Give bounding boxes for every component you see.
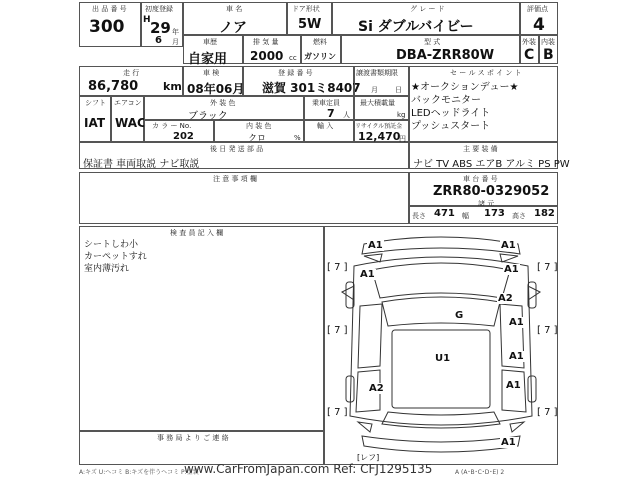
load-label: 最大積載量 <box>360 99 395 107</box>
damage-mark-rear-bumper: A1 <box>501 437 516 448</box>
first-reg-year: 29 <box>150 19 171 37</box>
first-reg-month-unit: 月 <box>172 38 179 46</box>
watermark: www.CarFromJapan.com Ref: CFJ1295135 <box>184 462 433 476</box>
fuel-value: ガソリン <box>304 52 336 61</box>
capacity-value: 7 <box>327 107 335 120</box>
aircon-label: エアコン <box>114 99 142 107</box>
doors-label: ドア形状 <box>292 5 320 13</box>
displacement-label: 排 気 量 <box>253 38 279 46</box>
auction-no-label: 出 品 番 号 <box>92 5 127 13</box>
equipment-value: ナビ TV ABS エアB アルミ PS PW <box>413 159 570 170</box>
damage-mark-quarter-right: A1 <box>506 380 521 391</box>
office-label: 事 務 局 よ り ご 連 絡 <box>157 434 229 442</box>
transfer-deadline-day: 日 <box>395 86 402 94</box>
chassis-label: 車 台 番 号 <box>463 175 498 183</box>
shift-value: IAT <box>84 116 106 130</box>
inspection-value: 08年06月 <box>187 82 245 96</box>
capacity-unit: 人 <box>343 111 350 119</box>
dim-height-value: 182 <box>534 208 555 219</box>
dim-width-label: 幅 <box>462 212 469 220</box>
interior-color-value: クロ <box>248 134 267 144</box>
inspector-note-3: 室内薄汚れ <box>84 264 130 274</box>
glass-bracket-right-bottom: [ 7 ] <box>537 407 558 418</box>
damage-mark-front-right: A1 <box>501 240 516 251</box>
accessories-label: 後 日 発 送 部 品 <box>210 145 264 153</box>
damage-mark-windshield: G <box>455 310 464 321</box>
interior-grade-label: 内装 <box>541 38 555 46</box>
recycle-value: 12,470 <box>358 130 401 143</box>
damage-mark-fender-left: A1 <box>360 269 375 280</box>
damage-mark-roof: U1 <box>435 353 451 364</box>
damage-mark-door-right-rear: A1 <box>509 351 524 362</box>
glass-bracket-right-mid: [ 7 ] <box>537 325 558 336</box>
dim-width-value: 173 <box>484 208 505 219</box>
registration-value: 滋賀 301ミ8407 <box>262 81 361 95</box>
sales-points-label: セ ー ル ス ポ イ ン ト <box>450 69 522 77</box>
notes-label: 注 意 事 項 欄 <box>213 175 257 183</box>
import-unit: % <box>294 134 301 142</box>
damage-mark-door-right-front: A2 <box>498 293 513 304</box>
grade-value: Si ダブルバイビー <box>358 19 474 35</box>
car-history-value: 自家用 <box>188 52 228 67</box>
first-reg-month: 6 <box>155 35 162 46</box>
first-reg-year-unit: 年 <box>172 28 179 36</box>
mileage-value: 86,780 <box>88 79 139 94</box>
exterior-grade-value: C <box>524 47 535 63</box>
transfer-deadline-label: 譲渡書類期限 <box>356 69 398 77</box>
transfer-deadline-month: 月 <box>371 86 378 94</box>
interior-grade-value: B <box>543 47 554 63</box>
score-label: 評価点 <box>527 5 548 13</box>
import-label: 輸 入 <box>317 122 334 130</box>
recycle-unit: 円 <box>399 135 406 143</box>
recycle-label: リサイクル預託金 <box>355 123 403 130</box>
aircon-value: WAC <box>115 116 146 130</box>
color-no-value: 202 <box>173 131 194 142</box>
load-unit: kg <box>397 111 406 119</box>
grade-label: グ レ ー ド <box>410 5 445 13</box>
color-no-label: カ ラ ー No. <box>152 122 192 130</box>
capacity-label: 乗車定員 <box>312 99 340 107</box>
footer-right-code: A (A･B･C･D･E) 2 <box>455 469 505 476</box>
dimensions-label: 諸 元 <box>478 200 495 208</box>
glass-bracket-rear: [レフ] <box>357 453 380 462</box>
displacement-unit: cc <box>289 54 297 62</box>
auction-no-value: 300 <box>89 17 125 37</box>
interior-color-label: 内 装 色 <box>246 122 272 130</box>
equipment-label: 主 要 装 備 <box>463 145 498 153</box>
sales-point-2: バックモニター <box>411 95 481 106</box>
mileage-unit: km <box>163 80 182 93</box>
score-value: 4 <box>533 15 545 35</box>
sales-point-1: ★オークションデュー★ <box>411 82 519 93</box>
color-value: ブラック <box>188 111 228 122</box>
chassis-value: ZRR80-0329052 <box>433 184 550 199</box>
registration-label: 登 録 番 号 <box>278 69 313 77</box>
damage-mark-quarter-left: A2 <box>369 383 384 394</box>
exterior-grade-label: 外装 <box>522 38 536 46</box>
glass-bracket-left-bottom: [ 7 ] <box>327 407 348 418</box>
sales-point-4: プッシュスタート <box>411 121 491 132</box>
inspection-label: 車 検 <box>203 69 220 77</box>
damage-mark-door-right-mid: A1 <box>509 317 524 328</box>
model-type-label: 型 式 <box>424 38 441 46</box>
model-type-value: DBA-ZRR80W <box>396 48 495 63</box>
car-history-label: 車歴 <box>203 38 217 46</box>
dim-length-value: 471 <box>434 208 455 219</box>
dim-height-label: 高さ <box>512 212 526 220</box>
damage-mark-front-left: A1 <box>368 240 383 251</box>
damage-mark-fender-right: A1 <box>504 264 519 275</box>
glass-bracket-right-top: [ 7 ] <box>537 262 558 273</box>
fuel-label: 燃料 <box>313 38 327 46</box>
car-outline-diagram <box>324 226 558 465</box>
first-reg-era: H <box>143 15 151 25</box>
sales-point-3: LEDヘッドライト <box>411 108 491 119</box>
doors-value: 5W <box>298 17 322 32</box>
car-name-value: ノア <box>219 20 247 36</box>
glass-bracket-left-top: [ 7 ] <box>327 262 348 273</box>
inspector-label: 検 査 員 記 入 欄 <box>170 229 224 237</box>
first-reg-label: 初度登録 <box>145 5 173 13</box>
inspector-note-1: シートしわ小 <box>84 240 139 250</box>
shift-label: シフト <box>85 99 106 107</box>
accessories-value: 保証書 車両取説 ナビ取説 <box>83 159 200 170</box>
mileage-label: 走 行 <box>123 69 140 77</box>
glass-bracket-left-mid: [ 7 ] <box>327 325 348 336</box>
color-label: 外 装 色 <box>210 99 236 107</box>
displacement-value: 2000 <box>250 49 284 63</box>
inspector-note-2: カーペットすれ <box>84 252 147 262</box>
dim-length-label: 長さ <box>412 212 426 220</box>
car-name-label: 車 名 <box>226 5 243 13</box>
footer-legend: A:キズ U:ヘコミ B:キズを伴うヘコミ P:塗装 <box>79 469 199 476</box>
